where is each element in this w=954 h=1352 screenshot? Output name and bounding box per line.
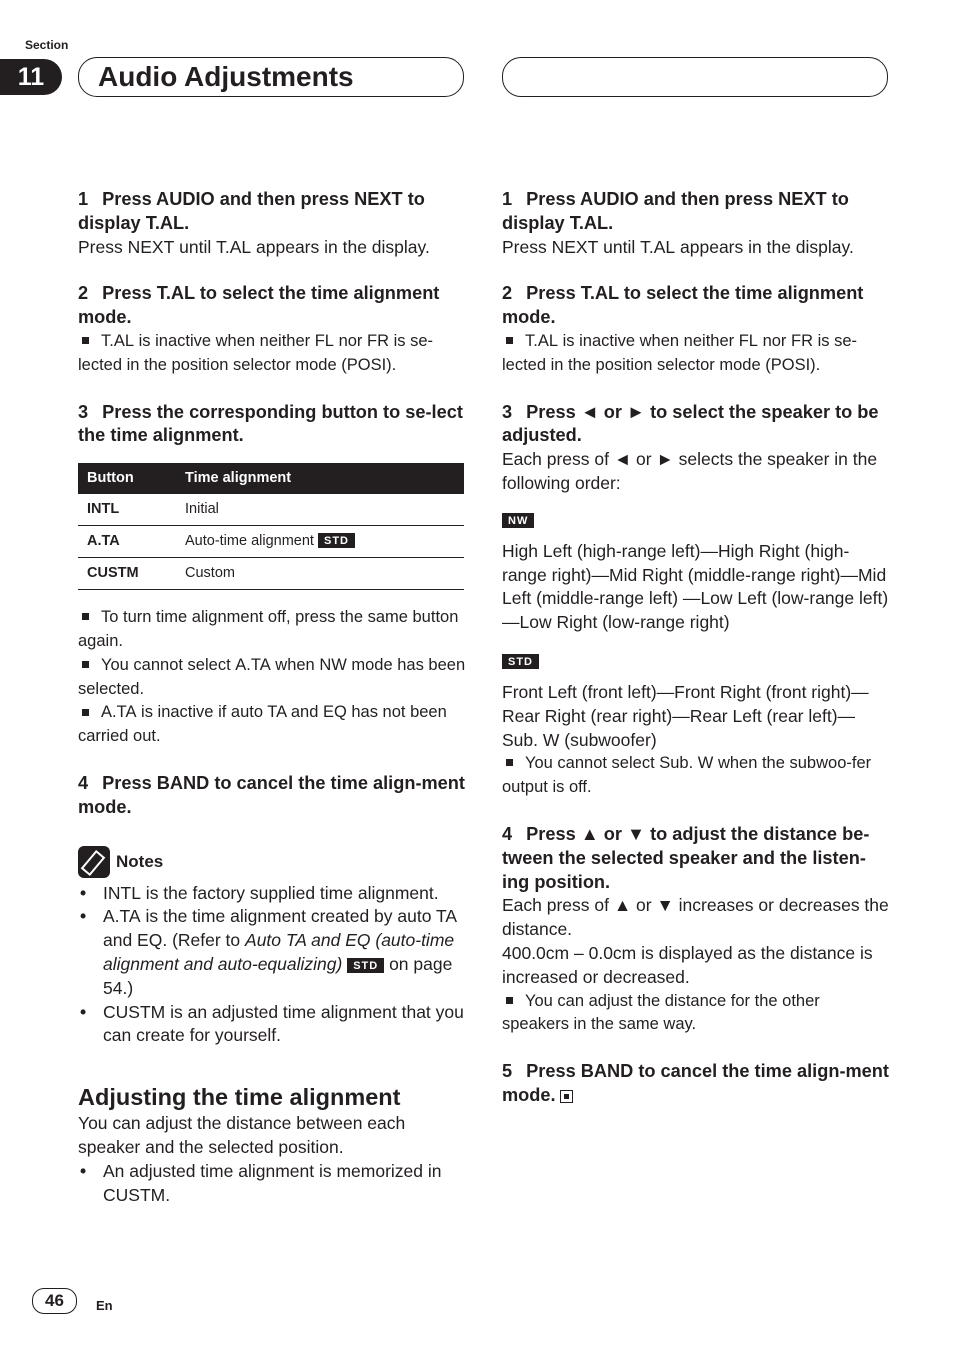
table-row: A.TA Auto-time alignment STD [78,526,464,558]
step-2-title: 2 Press T.AL to select the time alignment mode. [502,283,864,328]
step-3-title: 3 Press the corresponding button to se-lect the time alignment. [78,401,463,446]
language-label: En [96,1298,113,1313]
end-mark-icon [560,1090,573,1103]
empty-header-frame [502,57,888,97]
square-bullet-icon [82,661,89,668]
left-column [78,188,466,1207]
list-item: • INTL is the factory supplied time alignment. [78,882,466,906]
step-3-title: 3 Press ◄ or ► to select the speaker to be adjusted. [502,401,879,446]
step-1-body: Press NEXT until T.AL appears in the display. [78,236,430,257]
adjusting-body: You can adjust the distance between each speaker and the selected position. [78,1113,406,1157]
square-bullet-icon [82,337,89,344]
std-speaker-order: Front Left (front left)—Front Right (front right)—Rear Right (rear right)—Rear Left (rear left)—Sub. W (subwoofer) [502,681,869,750]
square-bullet-icon [506,997,513,1004]
table-note-2: You cannot select A.TA when NW mode has been selected. [78,655,466,698]
pencil-icon [78,846,110,878]
table-note-1: To turn time alignment off, press the same button again. [78,608,459,650]
std-badge: STD [318,533,355,548]
distance-note: You can adjust the distance for the other speakers in the same way. [502,991,820,1034]
square-bullet-icon [506,337,513,344]
list-item: • A.TA is the time alignment created by auto TA and EQ. (Refer to Auto TA and EQ (auto-time alignment and auto-equalizing) STD on page 54.) [78,905,466,1000]
table-note-3: A.TA is inactive if auto TA and EQ has not been carried out. [78,703,447,746]
square-bullet-icon [82,613,89,620]
section-number: 11 [0,59,62,95]
step-2-note: T.AL is inactive when neither FL nor FR is se-lected in the position selector mode (POSI). [502,331,858,374]
page-title: Audio Adjustments [98,61,354,92]
step-4-body: Each press of ▲ or ▼ increases or decreases the distance. [502,895,889,940]
step-5-title: 5 Press BAND to cancel the time align-ment mode. [502,1061,889,1105]
nw-badge: NW [502,513,534,528]
step-1-title: 1 Press AUDIO and then press NEXT to display T.AL. [502,189,849,233]
square-bullet-icon [82,709,89,716]
std-badge: STD [502,654,539,669]
notes-heading: Notes [78,846,466,878]
adjusting-heading: Adjusting the time alignment [78,1084,401,1111]
std-badge: STD [347,958,384,973]
step-4-title: 4 Press BAND to cancel the time align-ment mode. [78,772,465,817]
nw-speaker-order: High Left (high-range left)—High Right (high-range right)—Mid Right (middle-range right)—Mid Left (middle-range left) —Low Left (low-range left)—Low Right (low-range right) [502,540,889,633]
step-2-title: 2 Press T.AL to select the time alignment mode. [78,283,440,328]
square-bullet-icon [506,759,513,766]
right-column [502,188,890,1108]
table-row: CUSTM Custom [78,558,464,590]
distance-range: 400.0cm – 0.0cm is displayed as the distance is increased or decreased. [502,942,873,987]
step-1-title: 1 Press AUDIO and then press NEXT to display T.AL. [78,189,425,233]
time-alignment-table [78,463,464,590]
step-3-body: Each press of ◄ or ► selects the speaker in the following order: [502,449,878,493]
table-header-time-alignment: Time alignment [176,463,464,494]
table-header-button: Button [78,463,176,494]
step-1-body: Press NEXT until T.AL appears in the display. [502,236,854,257]
step-4-title: 4 Press ▲ or ▼ to adjust the distance be-tween the selected speaker and the listen-ing position. [502,823,870,892]
page-number: 46 [32,1288,77,1314]
list-item: • An adjusted time alignment is memorized in CUSTM. [78,1160,466,1208]
list-item: • CUSTM is an adjusted time alignment that you can create for yourself. [78,1001,466,1049]
step-2-note: T.AL is inactive when neither FL nor FR is se-lected in the position selector mode (POSI). [78,331,434,374]
table-row: INTL Initial [78,494,464,526]
subwoofer-note: You cannot select Sub. W when the subwoo-fer output is off. [502,754,872,797]
section-label: Section [25,38,69,52]
